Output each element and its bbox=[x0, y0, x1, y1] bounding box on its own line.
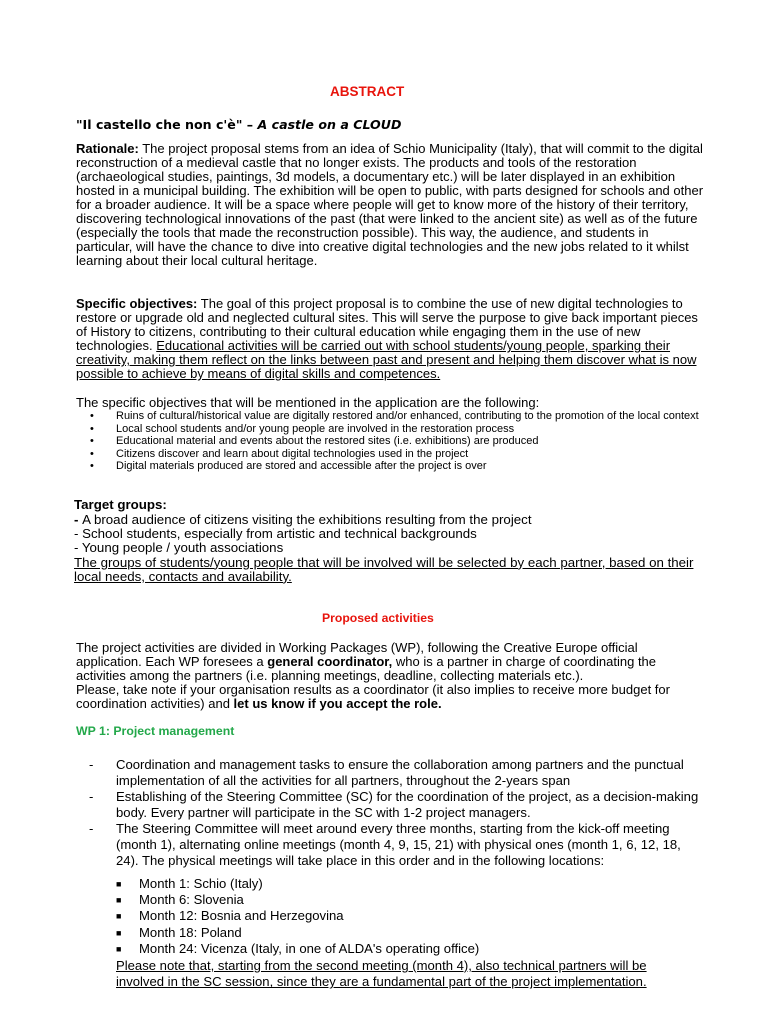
activities-paragraph-1 bbox=[76, 641, 704, 683]
list-item-text: Coordination and management tasks to ensure the collaboration among partners and the punctual implementation of all the activities for all partners, throughout the 2-years span bbox=[116, 757, 684, 788]
list-item bbox=[90, 757, 702, 789]
activities-paragraph-2 bbox=[76, 683, 704, 711]
list-item bbox=[116, 892, 704, 908]
list-item: - Young people / youth associations bbox=[74, 540, 284, 556]
target-groups-note: The groups of students/young people that will be involved will be selected by each partner, based on their local needs, contacts and availability. bbox=[74, 554, 694, 584]
dash-marker: - bbox=[89, 757, 94, 772]
specific-objectives-paragraph bbox=[76, 297, 704, 381]
rationale-paragraph bbox=[76, 142, 704, 268]
list-item: - School students, especially from artistic and technical backgrounds bbox=[74, 526, 477, 542]
list-item-text: Month 6: Slovenia bbox=[139, 892, 244, 908]
square-bullet-icon: ■ bbox=[116, 927, 122, 938]
activities-text: who is a partner in charge of coordinating the activities among the partners (i.e. planning meetings, deadline, collecting materials etc.). bbox=[76, 654, 657, 683]
page-title: ABSTRACT bbox=[330, 84, 405, 99]
project-subtitle bbox=[76, 117, 401, 132]
list-item-text: Month 18: Poland bbox=[139, 924, 242, 940]
list-item bbox=[90, 789, 702, 821]
activities-text: Please, take note if your organisation results as a coordinator (it also implies to receive more budget for coordination activities) and bbox=[76, 682, 670, 711]
specific-objectives-text: The goal of this project proposal is to combine the use of new digital technologies to restore or upgrade old and neglected cultural sites. This will serve the purpose to give back important pieces of History to citizens, contributing to their cultural education while engaging them in the use of new technologies. bbox=[76, 296, 698, 353]
list-item-text: Month 1: Schio (Italy) bbox=[139, 876, 263, 891]
list-item-text: The Steering Committee will meet around every three months, starting from the kick-off meeting (month 1), alternating online meetings (month 4, 9, 15, 21) with physical ones (month 1, 6, 12, 18, 24). The physical meetings will take place in this order and in the following locations: bbox=[116, 821, 681, 868]
list-item-text: Establishing of the Steering Committee (SC) for the coordination of the project, as a decision-making body. Every partner will participate in the SC with 1-2 project managers. bbox=[116, 789, 699, 820]
rationale-label: Rationale: bbox=[76, 141, 139, 156]
activities-bold: let us know if you accept the role. bbox=[233, 696, 442, 711]
section-heading-activities: Proposed activities bbox=[322, 611, 434, 625]
subtitle-main: "Il castello che non c'è" – bbox=[76, 117, 258, 132]
list-item-text: Month 12: Bosnia and Herzegovina bbox=[139, 908, 344, 924]
list-item: • Citizens discover and learn about digital technologies used in the project bbox=[76, 448, 704, 461]
activities-bold: general coordinator, bbox=[267, 654, 393, 669]
list-item: • Educational material and events about the restored sites (i.e. exhibitions) are produced bbox=[76, 435, 704, 448]
dash-marker: - bbox=[89, 821, 94, 836]
list-item: • Digital materials produced are stored and accessible after the project is over bbox=[76, 460, 704, 473]
list-item bbox=[90, 821, 702, 869]
steering-committee-note: Please note that, starting from the second meeting (month 4), also technical partners will be involved in the SC session, since they are a fundamental part of the project implementation. bbox=[116, 958, 647, 990]
list-item bbox=[116, 876, 704, 892]
rationale-text: The project proposal stems from an idea of Schio Municipality (Italy), that will commit to the digital reconstruction of a medieval castle that no longer exists. The products and tools of the restoration (archaeological studies, paintings, 3d models, a documentary etc.) will be later displayed in an exhibition hosted in a municipal building. The exhibition will be open to public, with parts designed for schools and other for a broader audience. It will be a space where people will get to know more of the history of their territory, discovering technological innovations of the past (that were linked to the ancient site) as well as of the future (especially the tools that made the reconstruction possible). This way, the audience, and students in particular, will have the chance to dive into creative digital technologies and the new jobs related to it whilst learning about their local cultural heritage. bbox=[76, 141, 704, 268]
specific-objectives-underlined: Educational activities will be carried out with school students/young people, sparking their creativity, making them reflect on the links between past and present and helping them discover what is now possible to achieve by means of digital skills and competences. bbox=[76, 338, 697, 381]
list-item bbox=[116, 908, 704, 924]
square-bullet-icon: ■ bbox=[116, 911, 122, 922]
activities-text: The project activities are divided in Working Packages (WP), following the Creative Europe official application. Each WP foresees a bbox=[76, 640, 638, 669]
list-item: • Ruins of cultural/historical value are digitally restored and/or enhanced, contributing to the promotion of the local context bbox=[76, 410, 704, 423]
dash-marker: - bbox=[89, 789, 94, 804]
target-group-text: A broad audience of citizens visiting the exhibitions resulting from the project bbox=[82, 512, 532, 527]
list-item-text: Month 24: Vicenza (Italy, in one of ALDA's operating office) bbox=[139, 940, 480, 956]
list-item bbox=[116, 925, 704, 941]
section-heading-wp1: WP 1: Project management bbox=[76, 724, 235, 738]
square-bullet-icon: ■ bbox=[116, 943, 122, 954]
meeting-locations-list bbox=[116, 876, 704, 957]
target-groups-list bbox=[74, 513, 704, 584]
square-bullet-icon: ■ bbox=[116, 895, 122, 906]
list-item bbox=[116, 941, 704, 957]
dash-marker: - bbox=[74, 512, 83, 527]
objectives-list bbox=[76, 410, 704, 473]
list-item bbox=[74, 513, 704, 527]
list-item: • Local school students and/or young people are involved in the restoration process bbox=[76, 423, 704, 436]
wp1-list bbox=[90, 757, 702, 869]
subtitle-italic: A castle on a CLOUD bbox=[257, 117, 402, 132]
objectives-intro: The specific objectives that will be mentioned in the application are the following: bbox=[76, 395, 540, 410]
specific-objectives-label: Specific objectives: bbox=[76, 296, 198, 311]
target-groups-label: Target groups: bbox=[74, 497, 167, 512]
square-bullet-icon: ■ bbox=[116, 879, 122, 889]
